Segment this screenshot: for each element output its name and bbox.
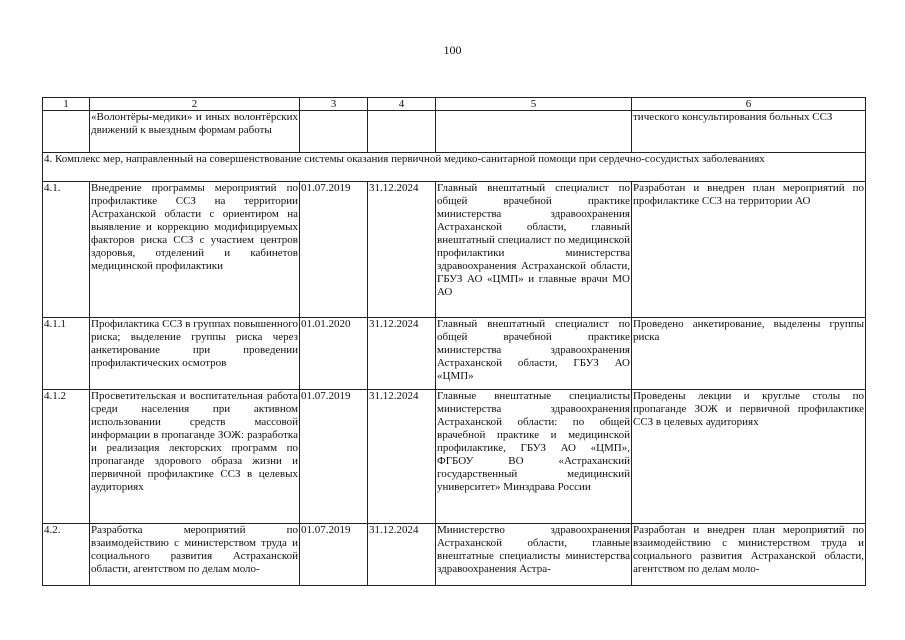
end-date-cell: 31.12.2024 [368,318,436,390]
column-header: 2 [90,98,300,111]
page-number: 100 [443,43,462,57]
start-date-cell [300,111,368,153]
row-id: 4.1.1 [43,318,90,390]
end-date-cell: 31.12.2024 [368,390,436,524]
table-row [43,524,866,586]
responsible-cell [436,111,632,153]
measure-cell: Профилактика ССЗ в группах повышенного риска; выделение группы риска через анкетирование при проведении профилактических осмотров [90,318,300,390]
responsible-cell: Министерство здравоохранения Астраханской области, главные внештатные специалисты министерства здравоохранения Астра- [436,524,632,586]
end-date-cell [368,111,436,153]
table-row [43,318,866,390]
table-row [43,182,866,318]
column-header: 3 [300,98,368,111]
result-cell: Разработан и внедрен план мероприятий по взаимодействию с министерством труда и социального развития Астраханской области, агентством по делам моло- [632,524,866,586]
row-id [43,111,90,153]
result-cell: Проведено анкетирование, выделены группы риска [632,318,866,390]
start-date-cell: 01.01.2020 [300,318,368,390]
column-header: 6 [632,98,866,111]
column-header: 1 [43,98,90,111]
row-id: 4.1.2 [43,390,90,524]
start-date-cell: 01.07.2019 [300,182,368,318]
start-date-cell: 01.07.2019 [300,390,368,524]
table-row [43,390,866,524]
responsible-cell: Главный внештатный специалист по общей врачебной практике министерства здравоохранения Астраханской области, ГБУЗ АО «ЦМП» [436,318,632,390]
measure-cell: Внедрение программы мероприятий по профилактике ССЗ на территории Астраханской области с ориентиром на выявление и коррекцию модифицируемых факторов риска ССЗ с участием центров здоровья, отделений и кабинетов медицинской профилактики [90,182,300,318]
measure-cell: Просветительская и воспитательная работа среди населения при активном использовании средств массовой информации в пропаганде ЗОЖ: разработка и реализация лекторских программ по пропаганде здорового образа жизни и первичной профилактике ССЗ в целевых аудиториях [90,390,300,524]
end-date-cell: 31.12.2024 [368,182,436,318]
column-number-row [43,98,866,111]
result-cell: Проведены лекции и круглые столы по пропаганде ЗОЖ и первичной профилактике ССЗ в целевых аудиториях [632,390,866,524]
column-header: 4 [368,98,436,111]
section-row [43,153,866,182]
row-id: 4.2. [43,524,90,586]
measure-cell: «Волонтёры-медики» и иных волонтёрских движений к выездным формам работы [90,111,300,153]
result-cell: тического консультирования больных ССЗ [632,111,866,153]
end-date-cell: 31.12.2024 [368,524,436,586]
start-date-cell: 01.07.2019 [300,524,368,586]
measures-table [42,97,866,586]
section-heading: 4. Комплекс мер, направленный на совершенствование системы оказания первичной медико-санитарной помощи при сердечно-сосудистых заболеваниях [43,153,866,182]
responsible-cell: Главные внештатные специалисты министерства здравоохранения Астраханской области: по общей врачебной практике и медицинской профилактике, ГБУЗ АО «ЦМП», ФГБОУ ВО «Астраханский государственный медицинский университет» Минздрава России [436,390,632,524]
table-row [43,111,866,153]
row-id: 4.1. [43,182,90,318]
column-header: 5 [436,98,632,111]
responsible-cell: Главный внештатный специалист по общей врачебной практике министерства здравоохранения Астраханской области, главный внештатный специалист по медицинской профилактики министерства здравоохранения Астраханской области, ГБУЗ АО «ЦМП» и главные врачи МО АО [436,182,632,318]
measure-cell: Разработка мероприятий по взаимодействию с министерством труда и социального развития Астраханской области, агентством по делам моло- [90,524,300,586]
result-cell: Разработан и внедрен план мероприятий по профилактике ССЗ на территории АО [632,182,866,318]
